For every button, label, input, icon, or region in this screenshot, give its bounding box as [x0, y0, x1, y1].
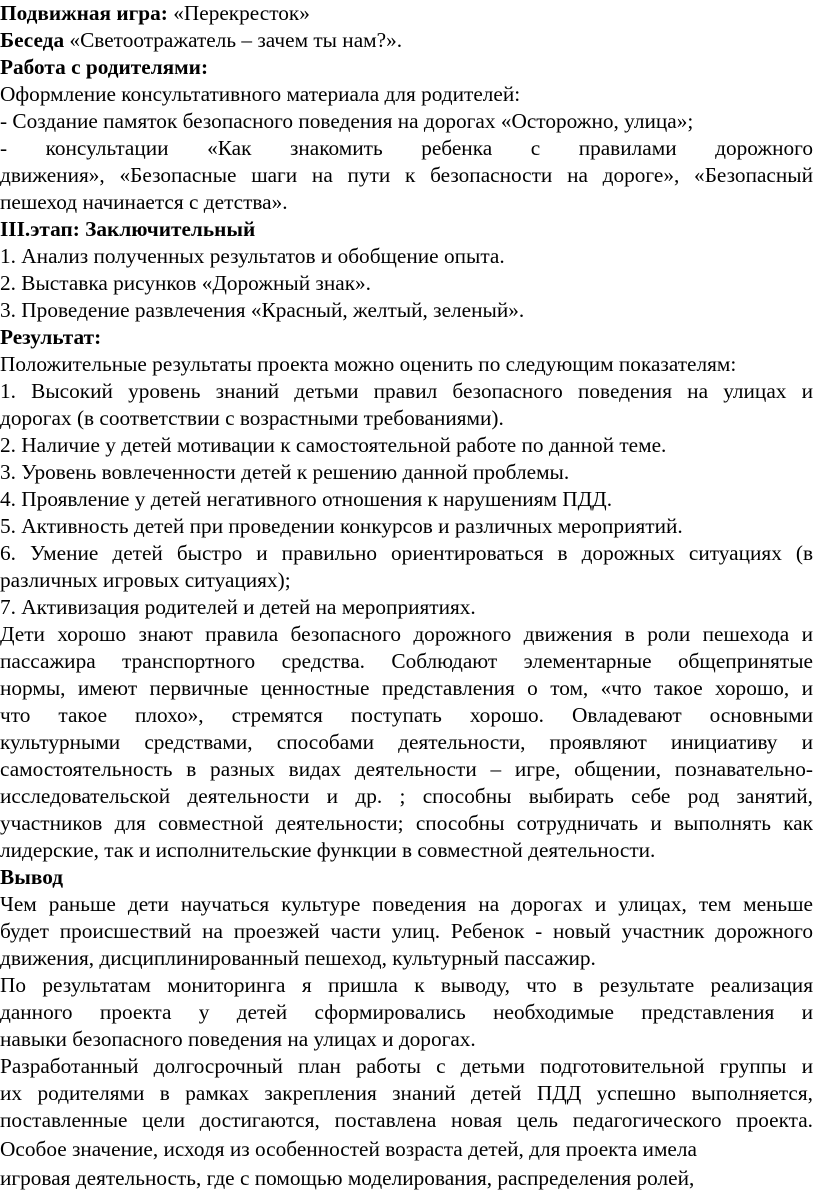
list-item: 1. Анализ полученных результатов и обобщение опыта. [0, 244, 505, 268]
text-line: движения, дисциплинированный пешеход, культурный пассажир. [0, 946, 596, 970]
game-label: Подвижная игра: [0, 1, 168, 25]
text-line: участников для совместной деятельности; способны сотрудничать и выполнять как [0, 811, 813, 835]
text-line: По результатам мониторинга я пришла к выводу, что в результате реализация [0, 973, 813, 997]
text-line: Положительные результаты проекта можно оценить по следующим показателям: [0, 352, 737, 376]
list-item: 5. Активность детей при проведении конкурсов и различных мероприятий. [0, 514, 683, 538]
text-line: будет происшествий на проезжей части улиц. Ребенок - новый участник дорожного [0, 919, 813, 943]
talk-label: Беседа [0, 28, 65, 52]
list-item: 2. Наличие у детей мотивации к самостоятельной работе по данной теме. [0, 433, 667, 457]
stage3-heading: III.этап: Заключительный [0, 217, 256, 241]
text-line: самостоятельность в разных видах деятельности – игре, общении, познавательно- [0, 757, 813, 781]
list-item: 6. Умение детей быстро и правильно ориентироваться в дорожных ситуациях (в [0, 541, 813, 565]
talk-line [0, 27, 402, 54]
list-item: 4. Проявление у детей негативного отношения к нарушениям ПДД. [0, 487, 613, 511]
text-line: Дети хорошо знают правила безопасного дорожного движения в роли пешехода и [0, 622, 813, 646]
list-item: 1. Высокий уровень знаний детьми правил безопасного поведения на улицах и [0, 379, 813, 403]
result-heading: Результат: [0, 325, 102, 349]
text-line: пешеход начинается с детства». [0, 190, 288, 214]
text-line: дорогах (в соответствии с возрастными требованиями). [0, 406, 504, 430]
game-line [0, 0, 310, 27]
list-item: 7. Активизация родителей и детей на мероприятиях. [0, 595, 476, 619]
conclusion-heading: Вывод [0, 865, 63, 889]
text-line: данного проекта у детей сформировались необходимые представления и [0, 1000, 813, 1024]
text-line: нормы, имеют первичные ценностные представления о том, «что такое хорошо, и [0, 676, 813, 700]
text-line: навыки безопасного поведения на улицах и дорогах. [0, 1027, 476, 1051]
talk-text: «Светоотражатель – зачем ты нам?». [64, 28, 403, 52]
text-line: - консультации «Как знакомить ребенка с правилами дорожного [0, 136, 813, 160]
text-line: Особое значение, исходя из особенностей возраста детей, для проекта имела [0, 1137, 697, 1161]
text-line: что такое плохо», стремятся поступать хорошо. Овладевают основными [0, 703, 813, 727]
game-text: «Перекресток» [167, 1, 310, 25]
text-line: Разработанный долгосрочный план работы с детьми подготовительной группы и [0, 1054, 813, 1078]
text-line: - Создание памяток безопасного поведения на дорогах «Осторожно, улица»; [0, 109, 694, 133]
text-line: их родителями в рамках закрепления знаний детей ПДД успешно выполняется, [0, 1081, 813, 1105]
text-line: Оформление консультативного материала для родителей: [0, 82, 521, 106]
list-item: 3. Проведение развлечения «Красный, желтый, зеленый». [0, 298, 525, 322]
text-line: поставленные цели достигаются, поставлена новая цель педагогического проекта. [0, 1108, 813, 1132]
text-line: лидерские, так и исполнительские функции в совместной деятельности. [0, 838, 656, 862]
text-line: игровая деятельность, где с помощью моделирования, распределения ролей, [0, 1166, 695, 1190]
text-line: движения», «Безопасные шаги на пути к безопасности на дороге», «Безопасный [0, 163, 813, 187]
text-line: пассажира транспортного средства. Соблюдают элементарные общепринятые [0, 649, 813, 673]
list-item: 2. Выставка рисунков «Дорожный знак». [0, 271, 372, 295]
text-line: Чем раньше дети научаться культуре поведения на дорогах и улицах, тем меньше [0, 892, 813, 916]
parents-heading: Работа с родителями: [0, 55, 209, 79]
text-line: различных игровых ситуациях); [0, 568, 291, 592]
list-item: 3. Уровень вовлеченности детей к решению данной проблемы. [0, 460, 570, 484]
text-line: исследовательской деятельности и др. ; способны выбирать себе род занятий, [0, 784, 813, 808]
text-line: культурными средствами, способами деятельности, проявляют инициативу и [0, 730, 813, 754]
